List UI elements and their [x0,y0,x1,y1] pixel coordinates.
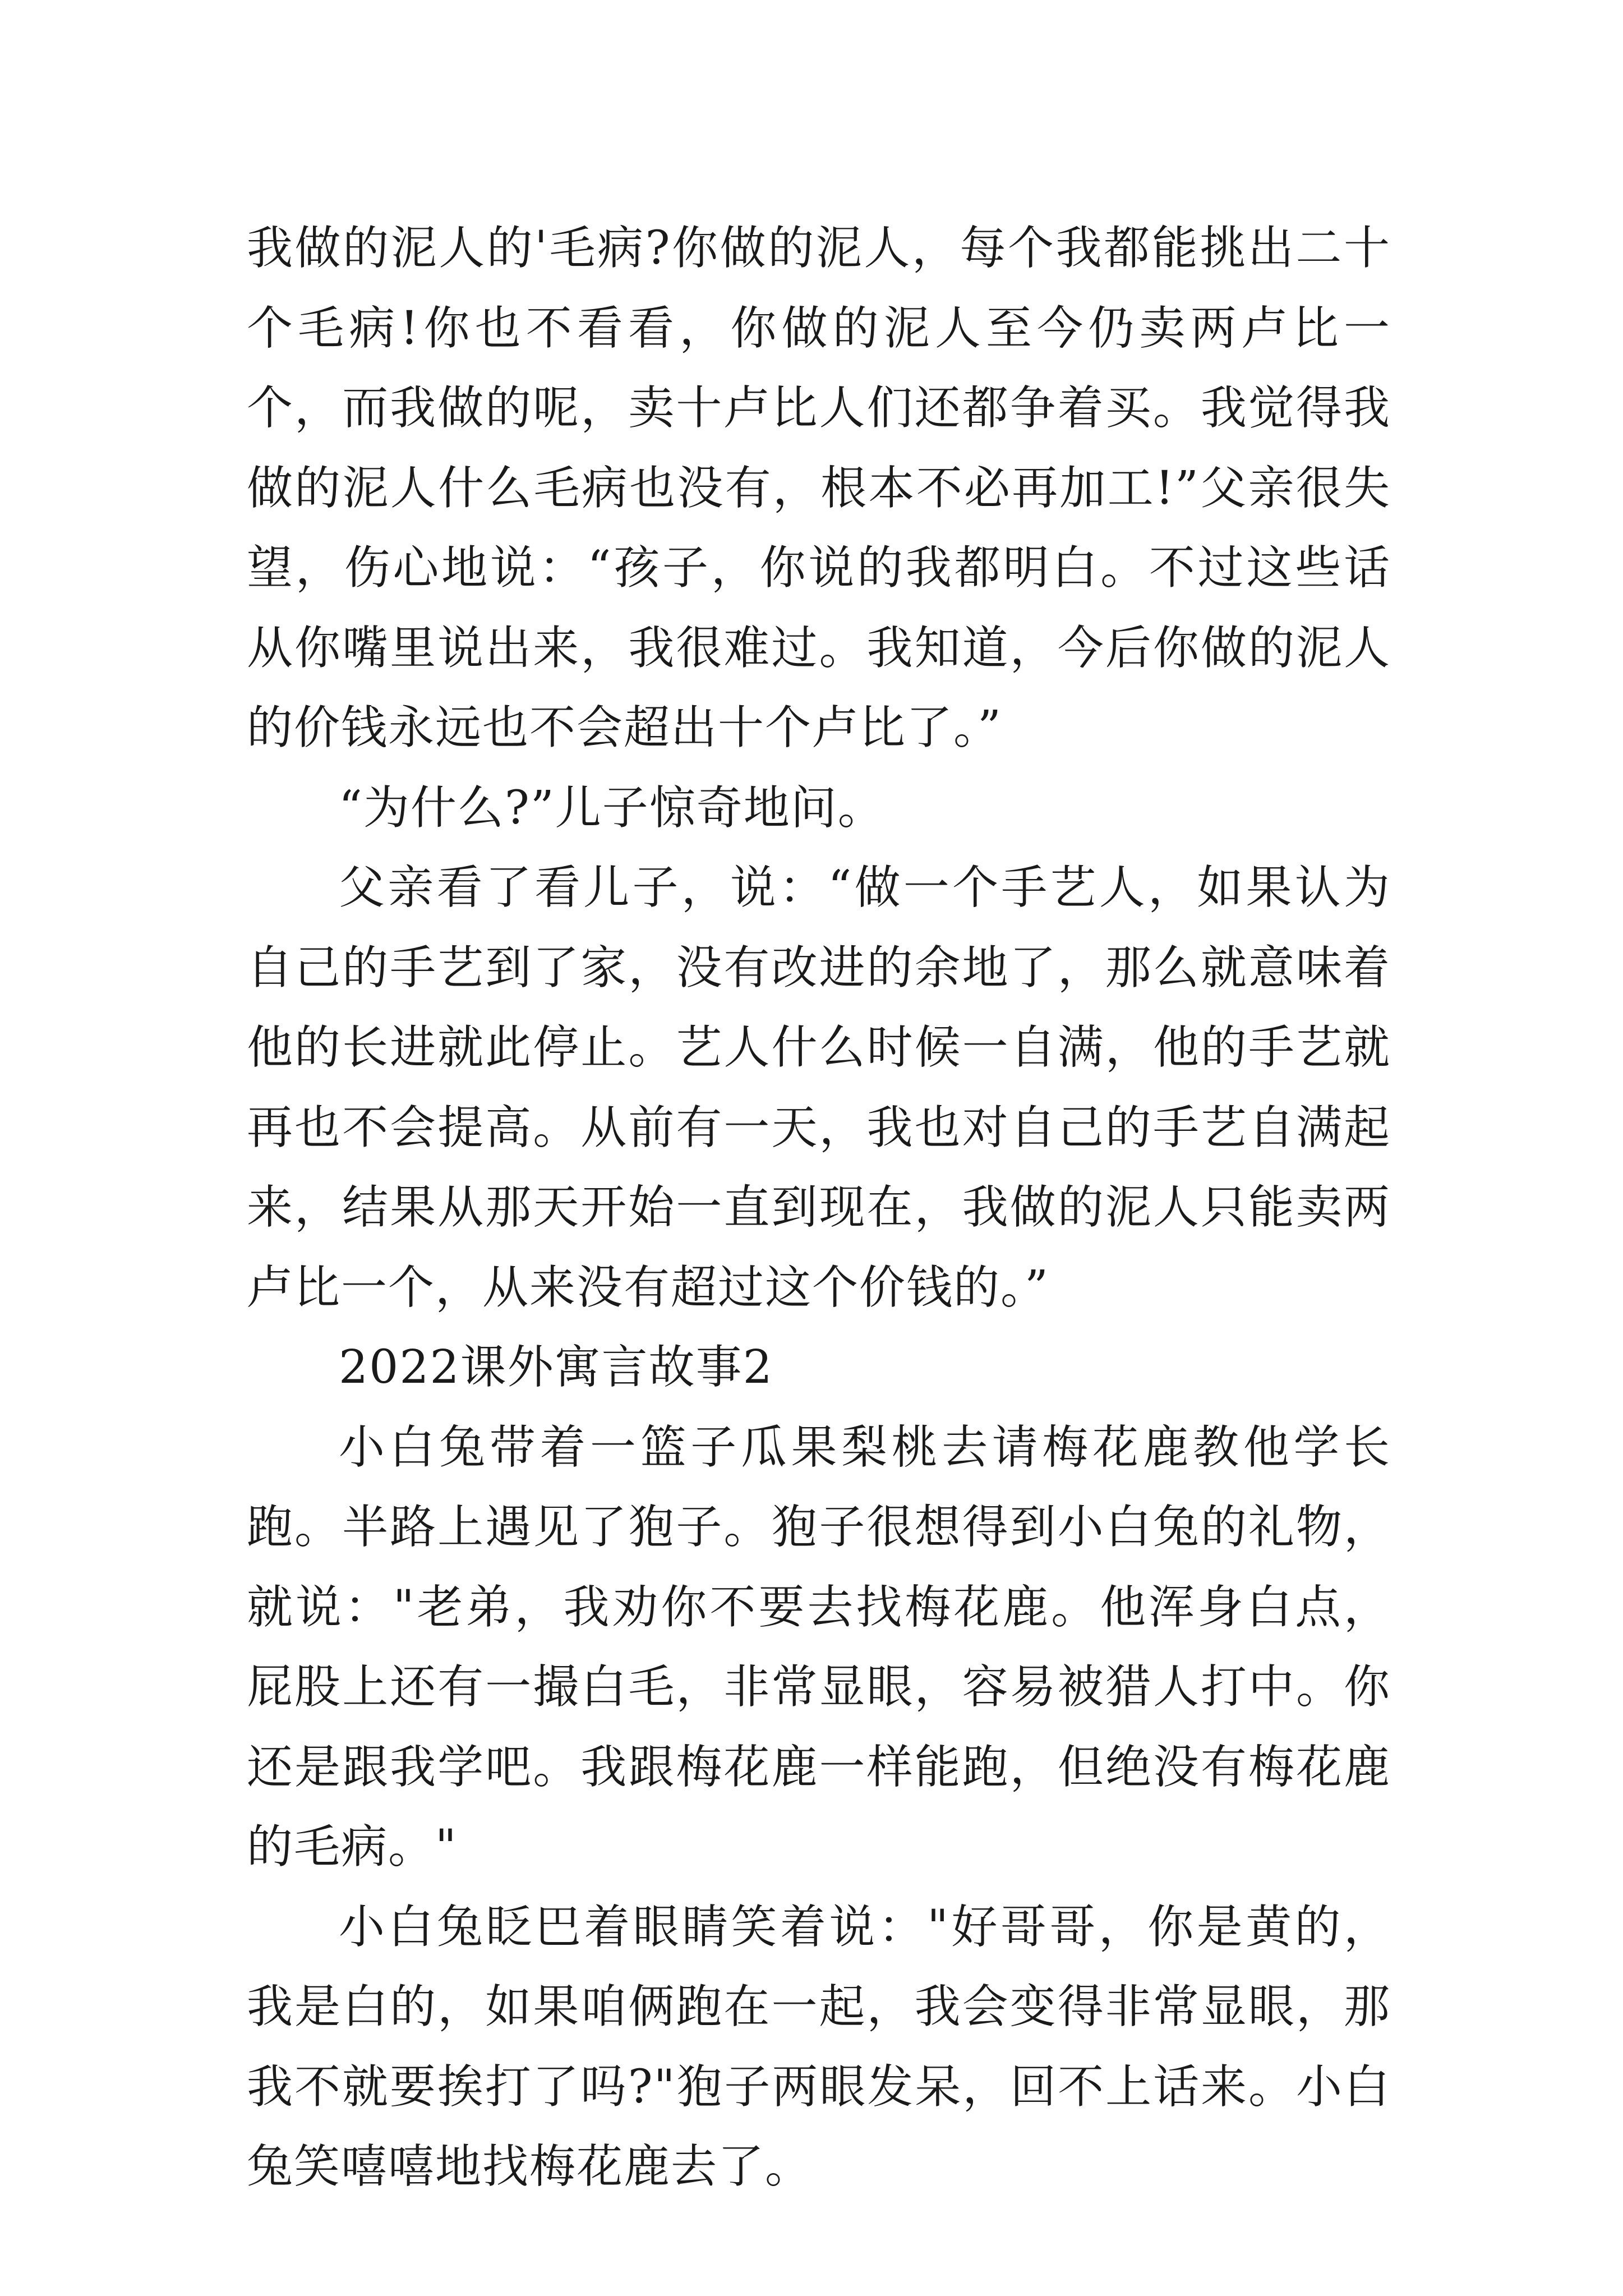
paragraph-father-lesson: 父亲看了看儿子，说：“做一个手艺人，如果认为自己的手艺到了家，没有改进的余地了，那么就意味着他的长进就此停止。艺人什么时候一自满，他的手艺就再也不会提高。从前有一天，我也对自己的手艺自满起来，结果从那天开始一直到现在，我做的泥人只能卖两卢比一个，从来没有超过这个价钱的。” [247,861,1391,1314]
paragraph-son-question: “为什么?”儿子惊奇地问。 [339,781,885,835]
paragraph-rabbit-reply: 小白兔眨巴着眼睛笑着说："好哥哥，你是黄的，我是白的，如果咱俩跑在一起，我会变得非常显眼，那我不就要挨打了吗?"狍子两眼发呆，回不上话来。小白兔笑嘻嘻地找梅花鹿去了。 [247,1900,1391,2193]
document-body [247,209,1391,2207]
section-heading: 2022课外寓言故事2 [339,1341,773,1394]
paragraph-father-reply: 我做的泥人的'毛病?你做的泥人，每个我都能挑出二十个毛病!你也不看看，你做的泥人至今仍卖两卢比一个，而我做的呢，卖十卢比人们还都争着买。我觉得我做的泥人什么毛病也没有，根本不必再加工!”父亲很失望，伤心地说：“孩子，你说的我都明白。不过这些话从你嘴里说出来，我很难过。我知道，今后你做的泥人的价钱永远也不会超出十个卢比了。” [247,222,1391,754]
paragraph-rabbit-story: 小白兔带着一篮子瓜果梨桃去请梅花鹿教他学长跑。半路上遇见了狍子。狍子很想得到小白兔的礼物，就说："老弟，我劝你不要去找梅花鹿。他浑身白点，屁股上还有一撮白毛，非常显眼，容易被猎人打中。你还是跟我学吧。我跟梅花鹿一样能跑，但绝没有梅花鹿的毛病。" [247,1420,1391,1874]
